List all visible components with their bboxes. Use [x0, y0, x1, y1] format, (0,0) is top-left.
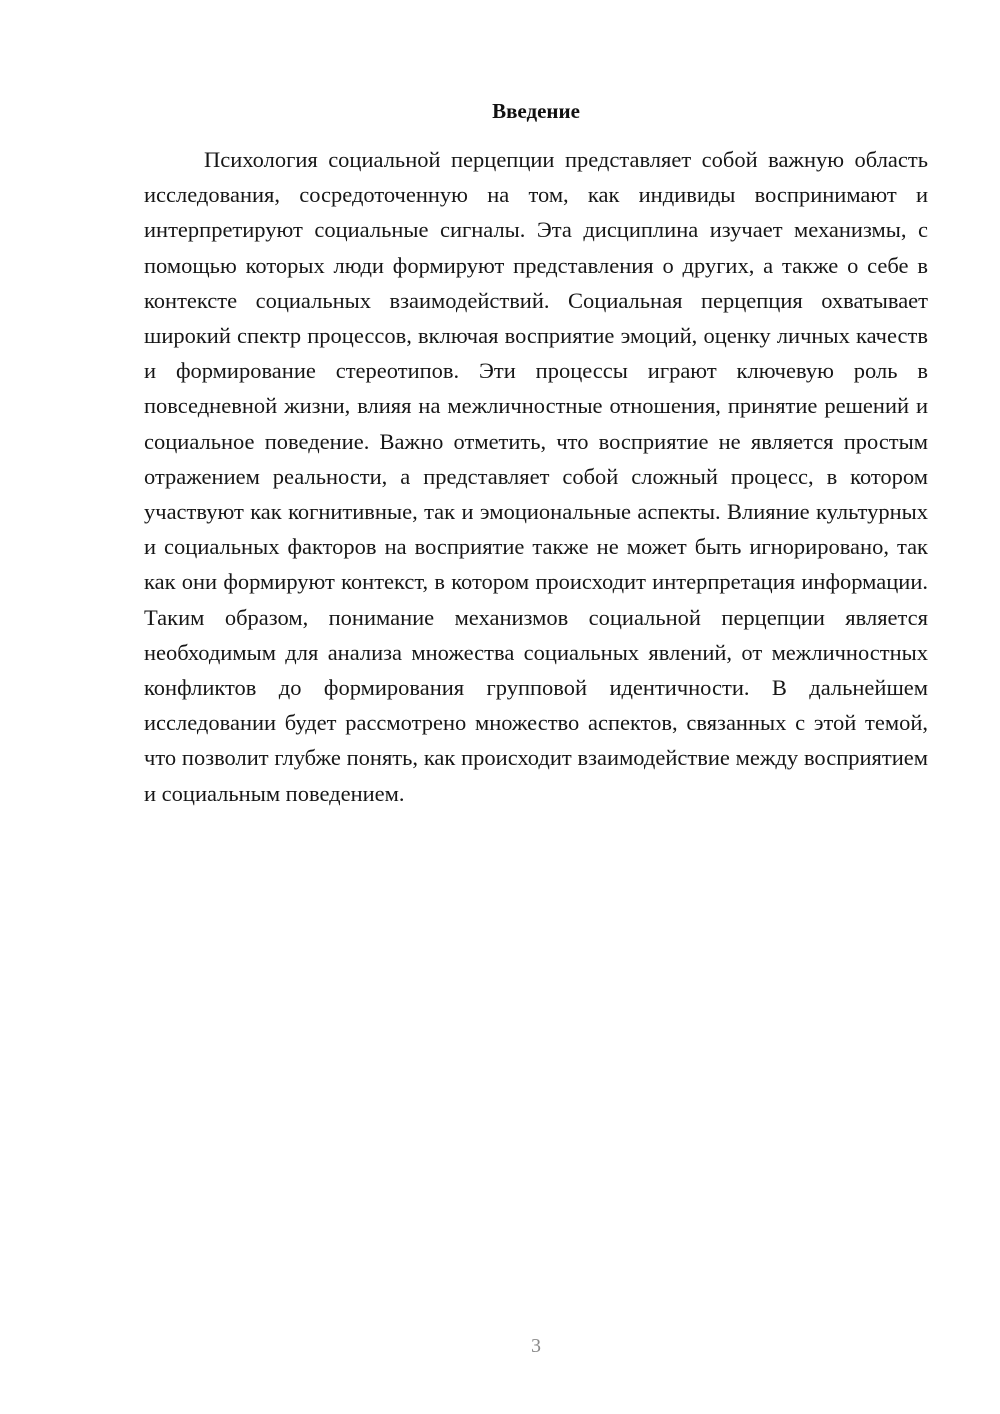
page-number: 3 [531, 1335, 541, 1357]
body-paragraph: Психология социальной перцепции представляет собой важную область исследования, сосредоточенную на том, как индивиды воспринимают и интерпретируют социальные сигналы. Эта дисциплина изучает механизмы, с помощью которых люди формируют представления о других, а также о себе в контексте социальных взаимодействий. Социальная перцепция охватывает широкий спектр процессов, включая восприятие эмоций, оценку личных качеств и формирование стереотипов. Эти процессы играют ключевую роль в повседневной жизни, влияя на межличностные отношения, принятие решений и социальное поведение. Важно отметить, что восприятие не является простым отражением реальности, а представляет собой сложный процесс, в котором участвуют как когнитивные, так и эмоциональные аспекты. Влияние культурных и социальных факторов на восприятие также не может быть игнорировано, так как они формируют контекст, в котором происходит интерпретация информации. Таким образом, понимание механизмов социальной перцепции является необходимым для анализа множества социальных явлений, от межличностных конфликтов до формирования групповой идентичности. В дальнейшем исследовании будет рассмотрено множество аспектов, связанных с этой темой, что позволит глубже понять, как происходит взаимодействие между восприятием и социальным поведением. [144, 147, 928, 806]
section-title: Введение [492, 99, 580, 123]
